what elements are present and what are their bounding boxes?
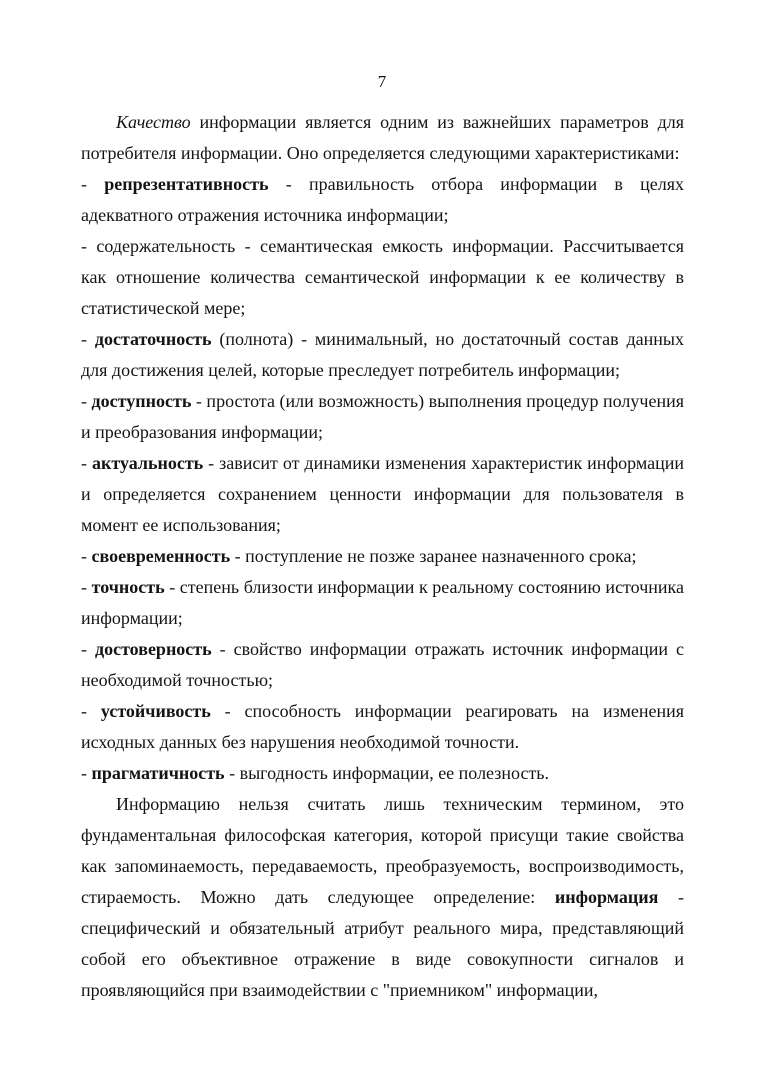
list-dash: - xyxy=(81,701,101,721)
list-text: (полнота) - минимальный, но достаточный состав данных для достижения целей, которые преследует потребитель информации; xyxy=(81,329,684,380)
list-item-relevance xyxy=(81,448,684,541)
list-text: содержательность - семантическая емкость информации. Рассчитывается как отношение количества семантической информации к ее количеству в статистической мере; xyxy=(81,236,684,318)
list-term: актуальность xyxy=(91,453,204,473)
list-item-accuracy xyxy=(81,572,684,634)
list-item-pragmatism xyxy=(81,758,684,789)
list-term: прагматичность xyxy=(91,763,225,783)
list-term: точность xyxy=(91,577,165,597)
intro-paragraph xyxy=(81,107,684,169)
list-item-timeliness xyxy=(81,541,684,572)
intro-term: Качество xyxy=(116,112,191,132)
list-text: - поступление не позже заранее назначенного срока; xyxy=(230,546,637,566)
document-body xyxy=(81,107,684,1006)
list-dash: - xyxy=(81,577,92,597)
list-dash: - xyxy=(81,763,92,783)
intro-text: информации является одним из важнейших параметров для потребителя информации. Оно определяется следующими характеристиками: xyxy=(81,112,684,163)
list-dash: - xyxy=(81,236,97,256)
list-item-representativeness xyxy=(81,169,684,231)
list-term: достаточность xyxy=(94,329,212,349)
list-term: своевременность xyxy=(91,546,231,566)
list-dash: - xyxy=(81,453,92,473)
list-text: - зависит от динамики изменения характеристик информации и определяется сохранением ценности информации для пользователя в момент ее использования; xyxy=(81,453,684,535)
list-text: - способность информации реагировать на изменения исходных данных без нарушения необходимой точности. xyxy=(81,701,684,752)
list-dash: - xyxy=(81,174,105,194)
definition-paragraph xyxy=(81,789,684,1006)
list-dash: - xyxy=(81,546,92,566)
list-text: - степень близости информации к реальному состоянию источника информации; xyxy=(81,577,684,628)
list-term: достоверность xyxy=(94,639,212,659)
list-item-reliability xyxy=(81,634,684,696)
definition-after: - специфический и обязательный атрибут реального мира, представляющий собой его объективное отражение в виде совокупности сигналов и проявляющийся при взаимодействии с "приемником" информации, xyxy=(81,887,685,1000)
list-text: - правильность отбора информации в целях адекватного отражения источника информации; xyxy=(81,174,684,225)
list-text: - простота (или возможность) выполнения процедур получения и преобразования информации; xyxy=(81,391,684,442)
definition-term: информация xyxy=(554,887,659,907)
list-item-accessibility xyxy=(81,386,684,448)
list-term: доступность xyxy=(91,391,192,411)
list-item-sufficiency xyxy=(81,324,684,386)
list-term: устойчивость xyxy=(100,701,211,721)
list-item-content xyxy=(81,231,684,324)
list-text: - выгодность информации, ее полезность. xyxy=(224,763,550,783)
list-item-stability xyxy=(81,696,684,758)
list-text: - свойство информации отражать источник информации с необходимой точностью; xyxy=(81,639,684,690)
definition-before: Информацию нельзя считать лишь техническим термином, это фундаментальная философская категория, которой присущи такие свойства как запоминаемость, передаваемость, преобразуемость, воспроизводимость, стираемость. Можно дать следующее определение: xyxy=(81,794,684,907)
list-term: репрезентативность xyxy=(104,174,269,194)
list-dash: - xyxy=(81,391,92,411)
list-dash: - xyxy=(81,329,95,349)
list-dash: - xyxy=(81,639,95,659)
page-number: 7 xyxy=(377,72,387,91)
